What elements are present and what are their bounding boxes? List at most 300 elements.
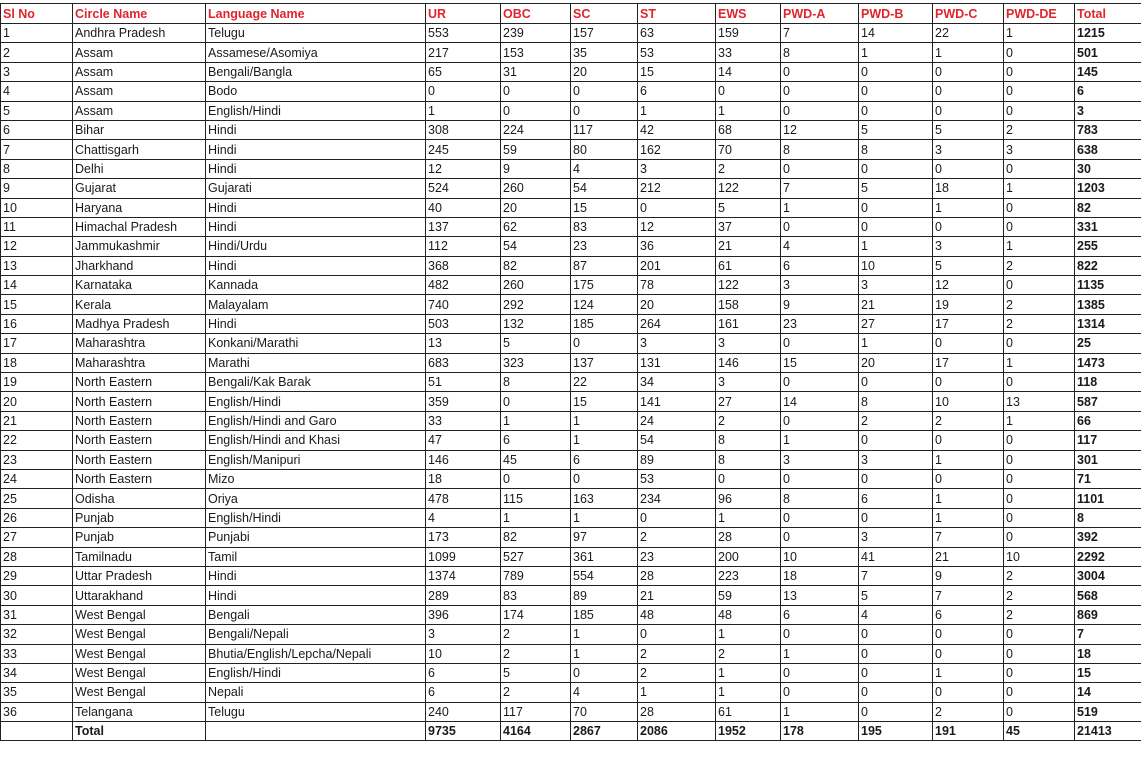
cell-total: 118	[1075, 373, 1141, 392]
cell-total: 8	[1075, 508, 1141, 527]
cell-sl-no: 15	[1, 295, 73, 314]
cell-st: 28	[638, 566, 716, 585]
cell-pwd-c: 21	[933, 547, 1004, 566]
cell-pwd-c: 10	[933, 392, 1004, 411]
cell-pwd-de: 0	[1004, 62, 1075, 81]
cell-circle-name: Maharashtra	[73, 353, 206, 372]
cell-circle-name: Punjab	[73, 528, 206, 547]
cell-ur: 6	[426, 683, 501, 702]
cell-pwd-b: 0	[859, 625, 933, 644]
cell-ur: 478	[426, 489, 501, 508]
cell-pwd-c: 2	[933, 411, 1004, 430]
cell-pwd-b: 21	[859, 295, 933, 314]
cell-circle-name: Delhi	[73, 159, 206, 178]
cell-language-name: Hindi	[206, 198, 426, 217]
cell-sc: 0	[571, 469, 638, 488]
cell-circle-name: Kerala	[73, 295, 206, 314]
table-row	[1, 683, 1141, 702]
cell-sl-no: 27	[1, 528, 73, 547]
cell-pwd-b: 0	[859, 62, 933, 81]
cell-total: 822	[1075, 256, 1141, 275]
column-header-circle-name: Circle Name	[73, 4, 206, 24]
table-row	[1, 605, 1141, 624]
cell-st: 212	[638, 179, 716, 198]
cell-pwd-c: 17	[933, 314, 1004, 333]
cell-pwd-de: 0	[1004, 702, 1075, 721]
total-cell-ur: 9735	[426, 722, 501, 741]
cell-pwd-de: 0	[1004, 334, 1075, 353]
cell-ews: 48	[716, 605, 781, 624]
table-row	[1, 586, 1141, 605]
table-row	[1, 508, 1141, 527]
cell-circle-name: Uttar Pradesh	[73, 566, 206, 585]
cell-ur: 245	[426, 140, 501, 159]
cell-ur: 65	[426, 62, 501, 81]
cell-ur: 40	[426, 198, 501, 217]
cell-language-name: Assamese/Asomiya	[206, 43, 426, 62]
cell-pwd-a: 0	[781, 469, 859, 488]
table-body	[1, 24, 1141, 741]
cell-total: 1314	[1075, 314, 1141, 333]
column-header-sl-no: Sl No	[1, 4, 73, 24]
cell-total: 1203	[1075, 179, 1141, 198]
cell-ur: 18	[426, 469, 501, 488]
cell-circle-name: Assam	[73, 101, 206, 120]
cell-sc: 1	[571, 508, 638, 527]
cell-language-name: Gujarati	[206, 179, 426, 198]
cell-pwd-de: 1	[1004, 411, 1075, 430]
cell-pwd-a: 0	[781, 508, 859, 527]
cell-sc: 4	[571, 683, 638, 702]
cell-circle-name: West Bengal	[73, 605, 206, 624]
cell-ews: 3	[716, 373, 781, 392]
cell-sc: 117	[571, 120, 638, 139]
cell-obc: 527	[501, 547, 571, 566]
table-row	[1, 295, 1141, 314]
cell-language-name: English/Hindi	[206, 392, 426, 411]
cell-obc: 2	[501, 625, 571, 644]
cell-total: 392	[1075, 528, 1141, 547]
cell-pwd-de: 0	[1004, 489, 1075, 508]
cell-sl-no: 17	[1, 334, 73, 353]
cell-pwd-c: 0	[933, 431, 1004, 450]
cell-pwd-c: 1	[933, 663, 1004, 682]
cell-circle-name: West Bengal	[73, 683, 206, 702]
cell-circle-name: Bihar	[73, 120, 206, 139]
cell-pwd-b: 6	[859, 489, 933, 508]
cell-sc: 1	[571, 431, 638, 450]
column-header-language-name: Language Name	[206, 4, 426, 24]
cell-pwd-b: 1	[859, 43, 933, 62]
cell-pwd-c: 12	[933, 276, 1004, 295]
cell-circle-name: West Bengal	[73, 663, 206, 682]
cell-pwd-a: 15	[781, 353, 859, 372]
cell-sl-no: 13	[1, 256, 73, 275]
cell-circle-name: Maharashtra	[73, 334, 206, 353]
cell-ur: 51	[426, 373, 501, 392]
cell-language-name: Hindi	[206, 314, 426, 333]
cell-pwd-c: 0	[933, 82, 1004, 101]
cell-st: 234	[638, 489, 716, 508]
total-cell-total: 21413	[1075, 722, 1141, 741]
cell-total: 145	[1075, 62, 1141, 81]
cell-sl-no: 19	[1, 373, 73, 392]
total-cell-language-name	[206, 722, 426, 741]
cell-pwd-c: 9	[933, 566, 1004, 585]
cell-pwd-a: 13	[781, 586, 859, 605]
cell-st: 63	[638, 24, 716, 43]
cell-ur: 173	[426, 528, 501, 547]
cell-sc: 70	[571, 702, 638, 721]
cell-pwd-a: 0	[781, 62, 859, 81]
cell-total: 3004	[1075, 566, 1141, 585]
cell-pwd-de: 2	[1004, 295, 1075, 314]
cell-language-name: Telugu	[206, 24, 426, 43]
cell-pwd-de: 1	[1004, 24, 1075, 43]
cell-circle-name: Andhra Pradesh	[73, 24, 206, 43]
cell-sl-no: 5	[1, 101, 73, 120]
cell-pwd-b: 5	[859, 179, 933, 198]
cell-ur: 12	[426, 159, 501, 178]
cell-st: 34	[638, 373, 716, 392]
cell-pwd-c: 0	[933, 334, 1004, 353]
cell-total: 783	[1075, 120, 1141, 139]
cell-pwd-b: 0	[859, 683, 933, 702]
cell-sc: 22	[571, 373, 638, 392]
cell-ur: 112	[426, 237, 501, 256]
cell-ur: 137	[426, 217, 501, 236]
cell-circle-name: Uttarakhand	[73, 586, 206, 605]
cell-pwd-de: 1	[1004, 237, 1075, 256]
table-row	[1, 276, 1141, 295]
cell-pwd-a: 9	[781, 295, 859, 314]
cell-total: 3	[1075, 101, 1141, 120]
cell-ur: 368	[426, 256, 501, 275]
cell-sl-no: 2	[1, 43, 73, 62]
cell-obc: 5	[501, 334, 571, 353]
cell-sc: 175	[571, 276, 638, 295]
cell-circle-name: Telangana	[73, 702, 206, 721]
cell-pwd-c: 1	[933, 508, 1004, 527]
cell-circle-name: Jharkhand	[73, 256, 206, 275]
table-row	[1, 663, 1141, 682]
cell-ews: 21	[716, 237, 781, 256]
cell-language-name: Bengali/Kak Barak	[206, 373, 426, 392]
cell-language-name: Hindi/Urdu	[206, 237, 426, 256]
cell-ews: 159	[716, 24, 781, 43]
cell-sc: 0	[571, 101, 638, 120]
cell-st: 264	[638, 314, 716, 333]
total-cell-pwd-a: 178	[781, 722, 859, 741]
cell-sc: 0	[571, 663, 638, 682]
cell-pwd-b: 0	[859, 373, 933, 392]
cell-st: 2	[638, 644, 716, 663]
cell-st: 201	[638, 256, 716, 275]
cell-ews: 1	[716, 101, 781, 120]
cell-ews: 61	[716, 702, 781, 721]
cell-sc: 83	[571, 217, 638, 236]
cell-circle-name: Madhya Pradesh	[73, 314, 206, 333]
cell-pwd-b: 0	[859, 159, 933, 178]
cell-ews: 2	[716, 644, 781, 663]
cell-pwd-de: 3	[1004, 140, 1075, 159]
cell-language-name: Punjabi	[206, 528, 426, 547]
cell-sc: 4	[571, 159, 638, 178]
cell-obc: 174	[501, 605, 571, 624]
cell-circle-name: Karnataka	[73, 276, 206, 295]
cell-pwd-a: 0	[781, 159, 859, 178]
cell-st: 2	[638, 663, 716, 682]
cell-language-name: Nepali	[206, 683, 426, 702]
cell-obc: 132	[501, 314, 571, 333]
cell-sl-no: 4	[1, 82, 73, 101]
cell-sl-no: 9	[1, 179, 73, 198]
cell-total: 82	[1075, 198, 1141, 217]
total-cell-ews: 1952	[716, 722, 781, 741]
cell-pwd-b: 7	[859, 566, 933, 585]
cell-total: 66	[1075, 411, 1141, 430]
cell-ews: 8	[716, 450, 781, 469]
cell-language-name: English/Hindi and Garo	[206, 411, 426, 430]
cell-sl-no: 3	[1, 62, 73, 81]
cell-sl-no: 10	[1, 198, 73, 217]
cell-pwd-c: 0	[933, 683, 1004, 702]
cell-total: 1215	[1075, 24, 1141, 43]
cell-sl-no: 7	[1, 140, 73, 159]
cell-circle-name: Punjab	[73, 508, 206, 527]
cell-pwd-c: 0	[933, 159, 1004, 178]
cell-sl-no: 11	[1, 217, 73, 236]
cell-pwd-de: 2	[1004, 586, 1075, 605]
cell-pwd-de: 2	[1004, 566, 1075, 585]
cell-pwd-b: 3	[859, 276, 933, 295]
table-row	[1, 179, 1141, 198]
cell-obc: 5	[501, 663, 571, 682]
cell-total: 71	[1075, 469, 1141, 488]
cell-pwd-c: 7	[933, 528, 1004, 547]
cell-pwd-a: 7	[781, 24, 859, 43]
cell-pwd-b: 1	[859, 334, 933, 353]
cell-pwd-de: 1	[1004, 353, 1075, 372]
cell-pwd-a: 12	[781, 120, 859, 139]
cell-pwd-c: 0	[933, 469, 1004, 488]
cell-pwd-c: 7	[933, 586, 1004, 605]
cell-pwd-b: 8	[859, 392, 933, 411]
cell-circle-name: Tamilnadu	[73, 547, 206, 566]
cell-language-name: Mizo	[206, 469, 426, 488]
table-row	[1, 82, 1141, 101]
cell-pwd-c: 1	[933, 43, 1004, 62]
cell-pwd-a: 23	[781, 314, 859, 333]
cell-sl-no: 26	[1, 508, 73, 527]
cell-pwd-de: 0	[1004, 683, 1075, 702]
column-header-pwd-b: PWD-B	[859, 4, 933, 24]
cell-language-name: Hindi	[206, 586, 426, 605]
cell-st: 162	[638, 140, 716, 159]
cell-obc: 83	[501, 586, 571, 605]
cell-language-name: Hindi	[206, 256, 426, 275]
column-header-total: Total	[1075, 4, 1141, 24]
cell-total: 587	[1075, 392, 1141, 411]
table-row	[1, 431, 1141, 450]
cell-obc: 1	[501, 508, 571, 527]
table-row	[1, 373, 1141, 392]
cell-total: 25	[1075, 334, 1141, 353]
cell-pwd-a: 0	[781, 373, 859, 392]
cell-language-name: Bengali/Nepali	[206, 625, 426, 644]
cell-pwd-b: 4	[859, 605, 933, 624]
cell-pwd-c: 6	[933, 605, 1004, 624]
cell-total: 255	[1075, 237, 1141, 256]
cell-ews: 122	[716, 179, 781, 198]
cell-sl-no: 28	[1, 547, 73, 566]
cell-pwd-a: 14	[781, 392, 859, 411]
cell-pwd-b: 0	[859, 469, 933, 488]
cell-language-name: Bengali/Bangla	[206, 62, 426, 81]
cell-pwd-de: 0	[1004, 43, 1075, 62]
cell-pwd-c: 17	[933, 353, 1004, 372]
table-row	[1, 702, 1141, 721]
cell-ews: 27	[716, 392, 781, 411]
cell-sl-no: 25	[1, 489, 73, 508]
cell-ur: 289	[426, 586, 501, 605]
cell-ur: 240	[426, 702, 501, 721]
cell-total: 638	[1075, 140, 1141, 159]
cell-ur: 0	[426, 82, 501, 101]
cell-sc: 6	[571, 450, 638, 469]
cell-pwd-b: 5	[859, 586, 933, 605]
cell-pwd-a: 1	[781, 431, 859, 450]
cell-sl-no: 21	[1, 411, 73, 430]
cell-ews: 158	[716, 295, 781, 314]
cell-sc: 97	[571, 528, 638, 547]
cell-pwd-b: 14	[859, 24, 933, 43]
cell-pwd-de: 0	[1004, 276, 1075, 295]
cell-ur: 1099	[426, 547, 501, 566]
total-cell-obc: 4164	[501, 722, 571, 741]
cell-pwd-c: 18	[933, 179, 1004, 198]
cell-language-name: English/Hindi and Khasi	[206, 431, 426, 450]
cell-ews: 8	[716, 431, 781, 450]
table-row	[1, 528, 1141, 547]
cell-st: 3	[638, 334, 716, 353]
cell-total: 15	[1075, 663, 1141, 682]
column-header-ews: EWS	[716, 4, 781, 24]
cell-pwd-de: 0	[1004, 82, 1075, 101]
cell-total: 6	[1075, 82, 1141, 101]
cell-total: 1135	[1075, 276, 1141, 295]
cell-pwd-a: 1	[781, 702, 859, 721]
cell-sc: 89	[571, 586, 638, 605]
cell-pwd-a: 0	[781, 528, 859, 547]
cell-pwd-b: 0	[859, 198, 933, 217]
table-row	[1, 120, 1141, 139]
cell-sl-no: 16	[1, 314, 73, 333]
cell-ur: 1	[426, 101, 501, 120]
cell-ur: 482	[426, 276, 501, 295]
cell-pwd-b: 2	[859, 411, 933, 430]
cell-language-name: Hindi	[206, 159, 426, 178]
table-row	[1, 334, 1141, 353]
cell-language-name: Telugu	[206, 702, 426, 721]
column-header-ur: UR	[426, 4, 501, 24]
cell-pwd-b: 5	[859, 120, 933, 139]
cell-sc: 15	[571, 392, 638, 411]
cell-ur: 308	[426, 120, 501, 139]
cell-total: 501	[1075, 43, 1141, 62]
cell-obc: 153	[501, 43, 571, 62]
column-header-pwd-a: PWD-A	[781, 4, 859, 24]
cell-pwd-c: 1	[933, 489, 1004, 508]
cell-st: 24	[638, 411, 716, 430]
table-row	[1, 314, 1141, 333]
cell-sl-no: 29	[1, 566, 73, 585]
cell-pwd-de: 0	[1004, 469, 1075, 488]
cell-pwd-de: 0	[1004, 508, 1075, 527]
cell-st: 15	[638, 62, 716, 81]
cell-ur: 13	[426, 334, 501, 353]
cell-pwd-b: 41	[859, 547, 933, 566]
cell-sl-no: 14	[1, 276, 73, 295]
cell-pwd-c: 0	[933, 625, 1004, 644]
cell-circle-name: Himachal Pradesh	[73, 217, 206, 236]
total-cell-sl-no	[1, 722, 73, 741]
table-row	[1, 547, 1141, 566]
cell-pwd-c: 3	[933, 237, 1004, 256]
cell-pwd-de: 2	[1004, 314, 1075, 333]
total-cell-sc: 2867	[571, 722, 638, 741]
cell-pwd-de: 1	[1004, 179, 1075, 198]
column-header-sc: SC	[571, 4, 638, 24]
cell-st: 0	[638, 508, 716, 527]
cell-pwd-a: 0	[781, 683, 859, 702]
cell-obc: 59	[501, 140, 571, 159]
cell-sl-no: 1	[1, 24, 73, 43]
cell-pwd-de: 0	[1004, 198, 1075, 217]
cell-pwd-de: 0	[1004, 528, 1075, 547]
cell-pwd-a: 3	[781, 450, 859, 469]
cell-pwd-de: 0	[1004, 644, 1075, 663]
cell-st: 53	[638, 43, 716, 62]
cell-sc: 361	[571, 547, 638, 566]
cell-language-name: English/Manipuri	[206, 450, 426, 469]
cell-ur: 4	[426, 508, 501, 527]
cell-sc: 1	[571, 644, 638, 663]
cell-sl-no: 22	[1, 431, 73, 450]
cell-ews: 3	[716, 334, 781, 353]
cell-pwd-a: 0	[781, 411, 859, 430]
cell-pwd-a: 3	[781, 276, 859, 295]
cell-pwd-a: 0	[781, 663, 859, 682]
cell-st: 141	[638, 392, 716, 411]
cell-st: 0	[638, 625, 716, 644]
cell-st: 1	[638, 101, 716, 120]
cell-ews: 122	[716, 276, 781, 295]
cell-circle-name: West Bengal	[73, 625, 206, 644]
cell-ews: 14	[716, 62, 781, 81]
cell-st: 53	[638, 469, 716, 488]
cell-sl-no: 36	[1, 702, 73, 721]
cell-pwd-b: 20	[859, 353, 933, 372]
total-cell-pwd-de: 45	[1004, 722, 1075, 741]
cell-pwd-a: 0	[781, 334, 859, 353]
cell-pwd-a: 7	[781, 179, 859, 198]
table-row	[1, 140, 1141, 159]
cell-pwd-de: 0	[1004, 625, 1075, 644]
total-cell-pwd-b: 195	[859, 722, 933, 741]
cell-pwd-b: 0	[859, 508, 933, 527]
table-row	[1, 392, 1141, 411]
